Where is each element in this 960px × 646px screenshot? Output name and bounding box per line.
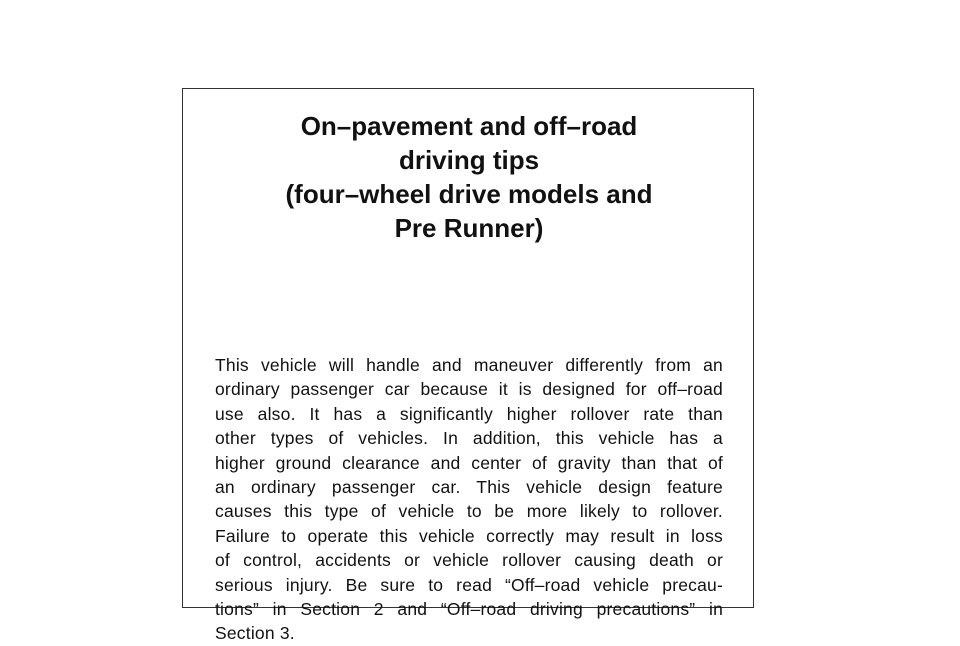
notice-title-line: driving tips [398,145,540,175]
notice-title-line: Pre Runner) [394,213,544,243]
notice-body-line: use also. It has a significantly higher rollover rate than [215,403,723,424]
notice-title-line: (four–wheel drive models and [285,179,653,209]
notice-body-line: Failure to operate this vehicle correctly may result in loss [215,525,723,546]
notice-title-line: On–pavement and off–road [300,111,638,141]
notice-body-paragraph [215,353,723,646]
notice-title [183,109,755,245]
notice-body-line: an ordinary passenger car. This vehicle design feature [215,476,723,497]
warning-notice-box [182,88,754,644]
notice-body-line: This vehicle will handle and maneuver differently from an [215,355,723,375]
notice-body-line: serious injury. Be sure to read “Off–road vehicle precau- [215,574,723,595]
notice-body-line: of control, accidents or vehicle rollover causing death or [215,550,723,571]
notice-body-line: higher ground clearance and center of gravity than that of [215,452,723,473]
notice-body-line: tions” in Section 2 and “Off–road driving precautions” in [215,598,723,619]
notice-body-line: other types of vehicles. In addition, this vehicle has a [215,428,723,449]
notice-body-line: causes this type of vehicle to be more likely to rollover. [215,501,723,522]
notice-body-line: Section 3. [215,623,295,644]
notice-body-line: ordinary passenger car because it is designed for off–road [215,379,723,400]
